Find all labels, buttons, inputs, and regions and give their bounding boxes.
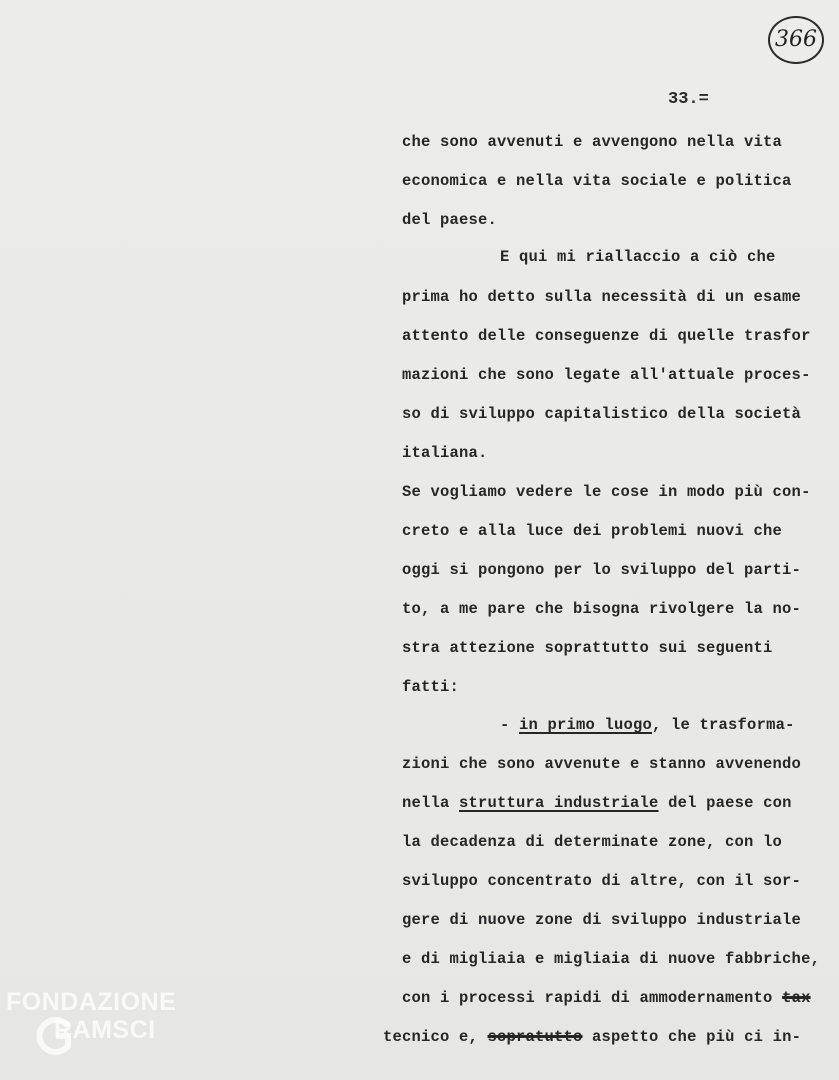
text-line: E qui mi riallaccio a ciò che <box>500 248 776 266</box>
text-line: attento delle conseguenze di quelle trasfor <box>402 327 811 345</box>
emphasis-underlined: in primo luogo <box>519 716 653 734</box>
text-run: tecnico e, <box>383 1028 488 1046</box>
text-run: con i processi rapidi di ammodernamento <box>402 989 783 1007</box>
archive-page-stamp: 366 <box>768 16 824 64</box>
text-line: che sono avvenuti e avvengono nella vita <box>402 133 783 151</box>
text-line: oggi si pongono per lo sviluppo del parti- <box>402 561 802 579</box>
text-line: mazioni che sono legate all'attuale proces- <box>402 366 811 384</box>
emphasis-underlined: struttura industriale <box>459 794 659 812</box>
text-run: aspetto che più ci in- <box>582 1028 802 1046</box>
text-line: prima ho detto sulla necessità di un esame <box>402 288 802 306</box>
fondazione-gramsci-watermark <box>6 988 206 1068</box>
text-run: del paese con <box>658 794 792 812</box>
text-line: so di sviluppo capitalistico della società <box>402 405 802 423</box>
struck-text: tax <box>782 989 811 1007</box>
text-line: italiana. <box>402 444 488 462</box>
text-line: e di migliaia e migliaia di nuove fabbriche, <box>402 950 821 968</box>
text-line: economica e nella vita sociale e politica <box>402 172 792 190</box>
text-line: la decadenza di determinate zone, con lo <box>402 833 783 851</box>
text-line: gere di nuove zone di sviluppo industriale <box>402 911 802 929</box>
watermark-line2: RAMSCI <box>54 1016 156 1044</box>
text-line: creto e alla luce dei problemi nuovi che <box>402 522 783 540</box>
text-run: nella <box>402 794 460 812</box>
page-number: 33.= <box>668 90 709 109</box>
struck-text: sopratutto <box>487 1028 583 1046</box>
text-line: fatti: <box>402 678 460 696</box>
text-line: zioni che sono avvenute e stanno avvenendo <box>402 755 802 773</box>
watermark-line1: FONDAZIONE <box>6 988 177 1016</box>
text-line <box>500 716 795 734</box>
text-line: del paese. <box>402 211 498 229</box>
text-line: sviluppo concentrato di altre, con il sor- <box>402 872 802 890</box>
text-line: to, a me pare che bisogna rivolgere la no- <box>402 600 802 618</box>
text-line: Se vogliamo vedere le cose in modo più con- <box>402 483 811 501</box>
text-run: , le trasforma- <box>652 716 795 734</box>
text-line <box>402 989 811 1007</box>
dash: - <box>500 716 520 734</box>
text-line <box>402 794 792 812</box>
text-line <box>383 1028 801 1046</box>
text-line: stra attezione soprattutto sui seguenti <box>402 639 773 657</box>
